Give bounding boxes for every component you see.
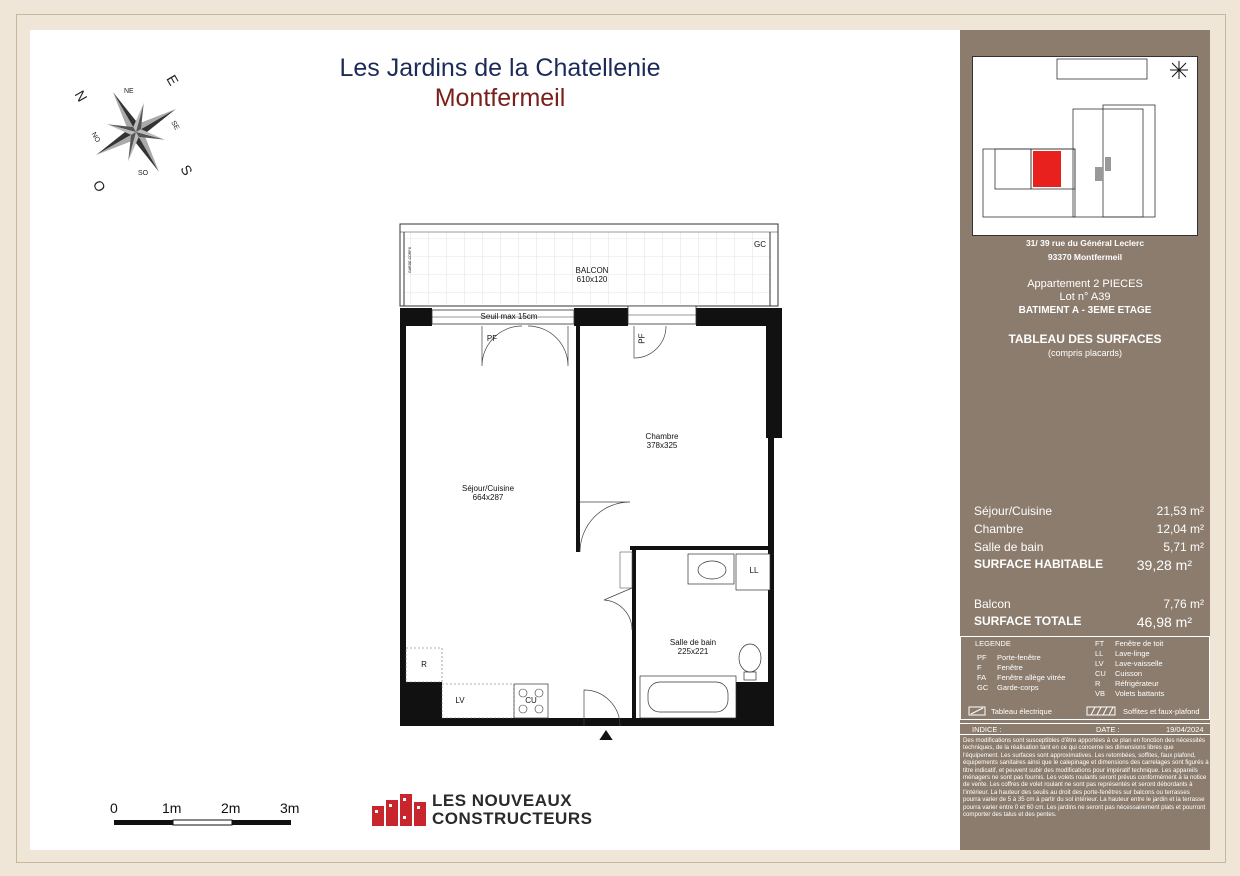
balcon-name: BALCON — [575, 266, 609, 275]
pf-label-sejour: PF — [486, 334, 498, 343]
surface-value: 21,53 m² — [1156, 504, 1204, 518]
compass-no: NO — [89, 131, 101, 144]
sdb-label — [648, 638, 738, 656]
logo-buildings-icon — [370, 790, 430, 830]
compass-rose — [70, 70, 200, 200]
balcon-row — [974, 597, 1204, 613]
surface-label: Chambre — [974, 522, 1024, 536]
surface-habitable-value: 39,28 m² — [1136, 557, 1192, 573]
surface-totale-label: SURFACE TOTALE — [974, 614, 1082, 628]
balcon-label — [552, 266, 632, 284]
legend-code: R — [1095, 679, 1101, 688]
surface-habitable-label: SURFACE HABITABLE — [974, 557, 1104, 571]
date-value: 19/04/2024 — [1166, 725, 1204, 734]
address-line1: 31/ 39 rue du Général Leclerc — [1025, 238, 1145, 248]
key-plan-drawing — [973, 57, 1199, 237]
scale-1m: 1m — [162, 800, 182, 816]
ll-label: LL — [749, 566, 759, 575]
sejour-dims: 664x287 — [472, 493, 504, 503]
legend-code: FT — [1095, 639, 1105, 648]
pf-label-chambre: PF — [637, 333, 647, 344]
compass-o: O — [89, 177, 110, 195]
legend-soffites: Soffites et faux-plafond — [1123, 707, 1200, 716]
date-label: DATE : — [1096, 725, 1120, 734]
legend-tableau: Tableau électrique — [991, 707, 1052, 716]
legend-desc: Lave-vaisselle — [1115, 659, 1163, 668]
surface-totale-value: 46,98 m² — [1136, 614, 1192, 630]
address-line2: 93370 Montfermeil — [1047, 252, 1123, 262]
legend-desc: Volets battants — [1115, 689, 1165, 698]
surface-row — [974, 540, 1204, 556]
surface-value: 5,71 m² — [1163, 540, 1204, 554]
compass-n: N — [71, 87, 91, 105]
floor-plan-drawing — [392, 220, 792, 740]
legend-desc: Lave-linge — [1115, 649, 1150, 658]
legend-code: PF — [977, 653, 987, 662]
chambre-name: Chambre — [645, 432, 679, 441]
legend-code: GC — [977, 683, 989, 692]
logo-line2: CONSTRUCTEURS — [432, 809, 593, 828]
legend-desc: Réfrigérateur — [1115, 679, 1159, 688]
floor-plan — [392, 220, 792, 740]
cu-label: CU — [525, 696, 537, 705]
seuil-label: Seuil max 15cm — [480, 312, 538, 321]
lv-label: LV — [455, 696, 465, 705]
balcon-dims: 610x120 — [576, 275, 608, 285]
legend-desc: Fenêtre allège vitrée — [997, 673, 1066, 682]
surface-habitable-row — [974, 557, 1204, 573]
sdb-dims: 225x221 — [677, 647, 709, 657]
scale-0: 0 — [110, 800, 118, 816]
surface-totale-row — [974, 614, 1204, 630]
project-city: Montfermeil — [434, 84, 566, 112]
surface-row — [974, 522, 1204, 538]
surface-row — [974, 504, 1204, 520]
legend-desc: Porte-fenêtre — [997, 653, 1041, 662]
compass-ne: NE — [124, 88, 134, 95]
legend-title: LEGENDE — [975, 639, 1011, 648]
balcon-surface-value: 7,76 m² — [1163, 597, 1204, 611]
key-plan — [972, 56, 1198, 236]
legend-desc: Garde-corps — [997, 683, 1039, 692]
legend-desc: Cuisson — [1115, 669, 1143, 678]
balcon-surface-label: Balcon — [974, 597, 1011, 611]
legend-code: F — [977, 663, 982, 672]
garde-corps-label: GARDE-CORPS — [408, 246, 412, 274]
compass-se: SE — [169, 119, 181, 132]
compass-e: E — [163, 71, 182, 89]
sejour-label — [428, 484, 548, 502]
scale-2m: 2m — [221, 800, 241, 816]
project-title: Les Jardins de la Chatellenie — [339, 54, 661, 82]
table-title: TABLEAU DES SURFACES — [1008, 332, 1162, 346]
chambre-label — [622, 432, 702, 450]
disclaimer-text: Des modifications sont susceptibles d'être apportées à ce plan en fonction des nécessités techniques, de la réalisation tant en ce qui concerne les dimensions libres que l'équipement. Les surfaces sont approximatives. Les retombées, soffites, faux plafond, équipements sanitaires ainsi que le calepinage et dimensions des carrelages sont figurés à titre indicatif, et peuvent subir des modifications pour impératif technique. Les appareils ménagers ne sont pas fournis. Les volets roulants seront prévus conformément à la notice de vente. Les coffres de volet roulant ne sont pas représentés et seront débordants à l'intérieur. La hauteur des seuils au droit des porte-fenêtres sur balcons ou terrasses pourra varier de 5 à 35 cm à partir du sol intérieur. La hauteur entre le jardin et la terrasse pourra varier entre 0 et 60 cm. Les jardins ne seront pas nécessairement plats et pourront comporter des talus et des pentes. — [963, 737, 1209, 819]
indice-row — [960, 723, 1210, 735]
logo-line1: LES NOUVEAUX — [432, 791, 573, 810]
scale-bar — [110, 800, 310, 830]
compass-s: S — [177, 161, 196, 179]
lot-number: Lot n° A39 — [1059, 291, 1111, 303]
indice-label: INDICE : — [972, 725, 1002, 734]
gc-label: GC — [754, 240, 766, 249]
building-floor: BATIMENT A - 3EME ETAGE — [1018, 305, 1152, 316]
legend-code: CU — [1095, 669, 1106, 678]
surface-label: Salle de bain — [974, 540, 1044, 554]
surface-value: 12,04 m² — [1156, 522, 1204, 536]
legend-code: FA — [977, 673, 987, 682]
legend-code: LL — [1095, 649, 1104, 658]
apartment-type: Appartement 2 PIECES — [1027, 278, 1143, 290]
scale-bar-graphic — [110, 800, 310, 830]
legend-code: LV — [1095, 659, 1104, 668]
legend-code: VB — [1095, 689, 1106, 698]
table-subtitle: (compris placards) — [1047, 348, 1123, 358]
sejour-name: Séjour/Cuisine — [461, 484, 515, 493]
scale-3m: 3m — [280, 800, 300, 816]
chambre-dims: 378x325 — [646, 441, 678, 451]
r-label: R — [421, 660, 427, 669]
legend-desc: Fenêtre — [997, 663, 1023, 672]
compass-so: SO — [138, 170, 149, 177]
legend-box — [960, 636, 1210, 720]
company-logo — [370, 790, 620, 830]
legend-desc: Fenêtre de toit — [1115, 639, 1164, 648]
sdb-name: Salle de bain — [669, 638, 717, 647]
surface-label: Séjour/Cuisine — [974, 504, 1053, 518]
